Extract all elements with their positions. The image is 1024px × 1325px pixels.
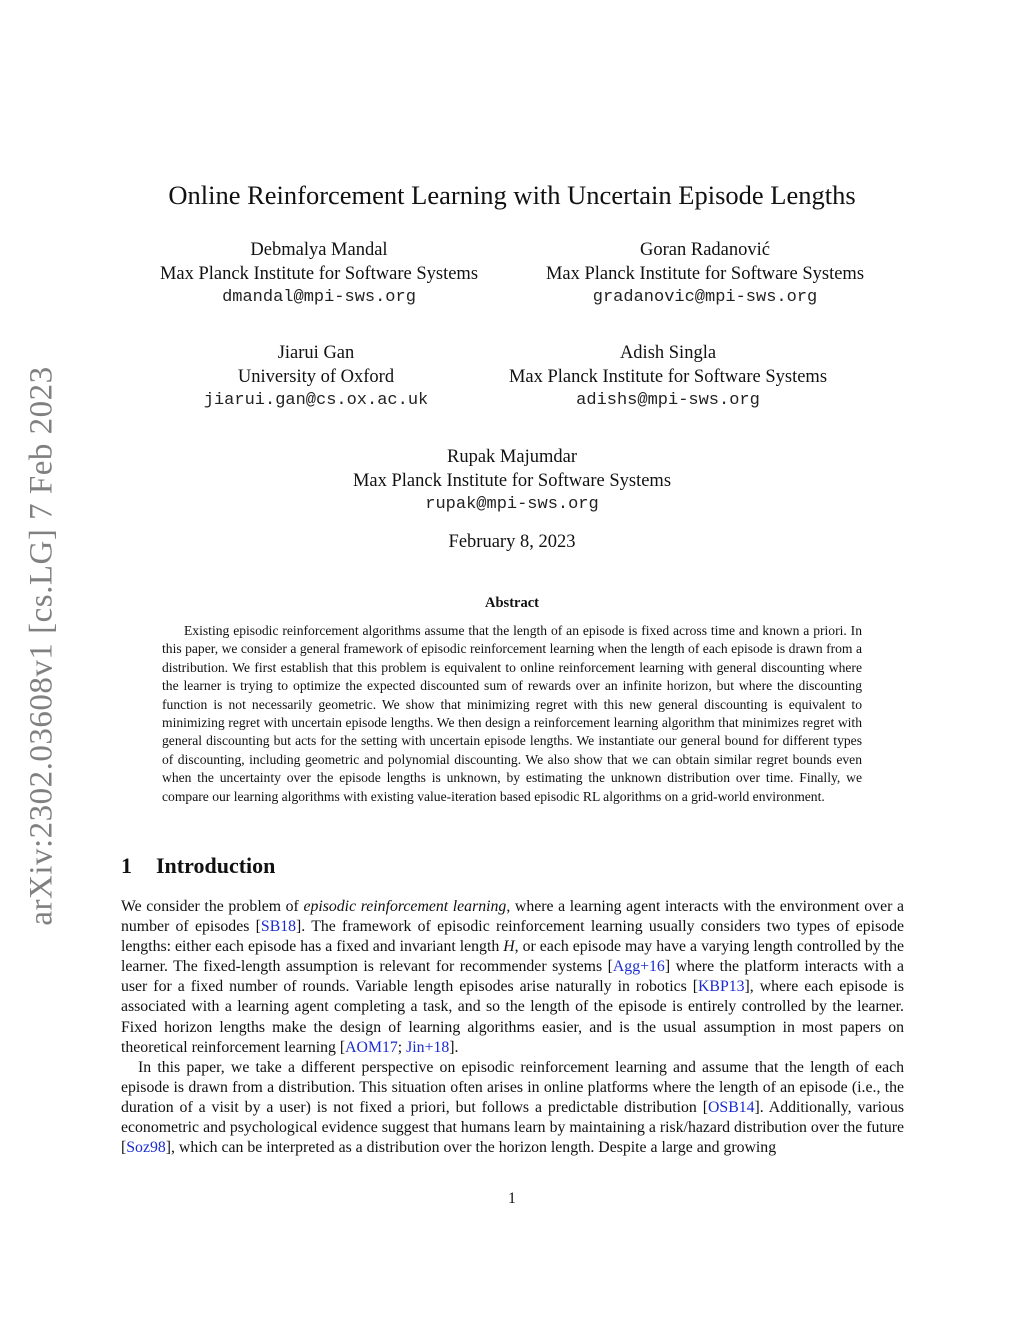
author-name: Rupak Majumdar (447, 447, 577, 467)
paper-title: Online Reinforcement Learning with Uncertain Episode Lengths (168, 180, 856, 210)
paragraph (121, 1058, 904, 1158)
citation-link[interactable]: AOM17 (345, 1038, 398, 1056)
abstract-body: Existing episodic reinforcement algorithms assume that the length of an episode is fixed across time and known a priori. In this paper, we consider a general framework of episodic reinforcement learning when the length of each episode is drawn from a distribution. We first establish that this problem is equivalent to online reinforcement learning with general discounting where the learner is trying to optimize the expected discounted sum of rewards over an infinite horizon, but where the discounting function is not necessarily geometric. We show that minimizing regret with this new general discounting is equivalent to minimizing regret with uncertain episode lengths. We then design a reinforcement learning algorithm that minimizes regret with general discounting but acts for the setting with uncertain episode lengths. We instantiate our general bound for different types of discounting, including geometric and polynomial discounting. We also show that we can obtain similar regret bounds even when the uncertainty over the episode lengths is unknown, by estimating the unknown distribution over time. Finally, we compare our learning algorithms with existing value-iteration based episodic RL algorithms on a grid-world environment. (162, 623, 862, 804)
author-name: Goran Radanović (640, 240, 770, 260)
author-block (312, 445, 712, 517)
author-affiliation: Max Planck Institute for Software Systems (508, 367, 828, 387)
author-block (468, 341, 868, 413)
text-run: ], where each episode is associated with a learning agent completing a task, and so the length of the episode is entirely controlled by the learner. Fixed horizon lengths make the design of learning algorithms easier, and is the usual assumption in most papers on theoretical reinforcement learning [ (121, 978, 904, 1056)
text-run: In this paper, we take a different perspective on episodic reinforcement learning and assume that the length of each episode is drawn from a distribution. This situation often arises in online platforms where the length of an episode (i.e., the duration of a visit by a user) is not fixed a priori, but follows a predictable distribution [ (121, 1058, 904, 1116)
author-name: Adish Singla (619, 343, 717, 363)
author-email: jiarui.gan@cs.ox.ac.uk (203, 391, 429, 410)
text-run: , or each episode may have a varying length controlled by the learner. The fixed-length assumption is relevant for recommender systems [ (121, 938, 904, 976)
author-affiliation: University of Oxford (237, 367, 395, 387)
section-heading (121, 853, 275, 879)
author-affiliation: Max Planck Institute for Software Systems (159, 264, 479, 284)
text-run: ]. The framework of episodic reinforcement learning usually considers two types of episode lengths: either each episode has a fixed and invariant length (121, 918, 904, 956)
author-block (116, 341, 516, 413)
arxiv-stamp-text: arXiv:2302.03608v1 [cs.LG] 7 Feb 2023 (23, 366, 60, 926)
math-symbol: H (503, 938, 515, 956)
introduction-text (121, 897, 904, 1158)
author-name: Jiarui Gan (277, 343, 355, 363)
text-run: ] where the platform interacts with a user for a fixed number of rounds. Variable length episodes arise naturally in robotics [ (121, 958, 905, 996)
section-title: Introduction (156, 853, 276, 878)
citation-link[interactable]: OSB14 (708, 1098, 755, 1116)
citation-link[interactable]: KBP13 (698, 978, 745, 996)
author-affiliation: Max Planck Institute for Software Systems (545, 264, 865, 284)
paragraph (121, 897, 904, 1058)
text-run: We consider the problem of (121, 898, 304, 915)
author-email: dmandal@mpi-sws.org (222, 288, 416, 307)
abstract-heading: Abstract (485, 595, 539, 611)
citation-link[interactable]: Agg+16 (612, 958, 665, 976)
author-block (505, 238, 905, 310)
paper-date: February 8, 2023 (448, 532, 576, 552)
author-affiliation: Max Planck Institute for Software Systems (352, 471, 672, 491)
citation-link[interactable]: SB18 (260, 918, 297, 936)
text-run: ; (397, 1038, 407, 1056)
page-number: 1 (508, 1190, 516, 1207)
author-email: adishs@mpi-sws.org (576, 391, 760, 410)
citation-link[interactable]: Soz98 (126, 1139, 166, 1157)
text-run: ]. (449, 1038, 459, 1056)
text-run: ]. Additionally, various econometric and psychological evidence suggest that humans learn by maintaining a risk/hazard distribution over the future [ (121, 1098, 904, 1157)
author-email: gradanovic@mpi-sws.org (592, 288, 818, 307)
text-run: ], which can be interpreted as a distribution over the horizon length. Despite a large and growing (165, 1139, 777, 1157)
section-number: 1 (121, 853, 132, 878)
citation-link[interactable]: Jin+18 (406, 1038, 450, 1056)
author-block (119, 238, 519, 310)
author-name: Debmalya Mandal (250, 240, 388, 260)
text-run: , where a learning agent interacts with the environment over a number of episodes [ (121, 898, 904, 936)
author-email: rupak@mpi-sws.org (425, 495, 599, 514)
emphasis-text: episodic reinforcement learning (303, 898, 507, 915)
